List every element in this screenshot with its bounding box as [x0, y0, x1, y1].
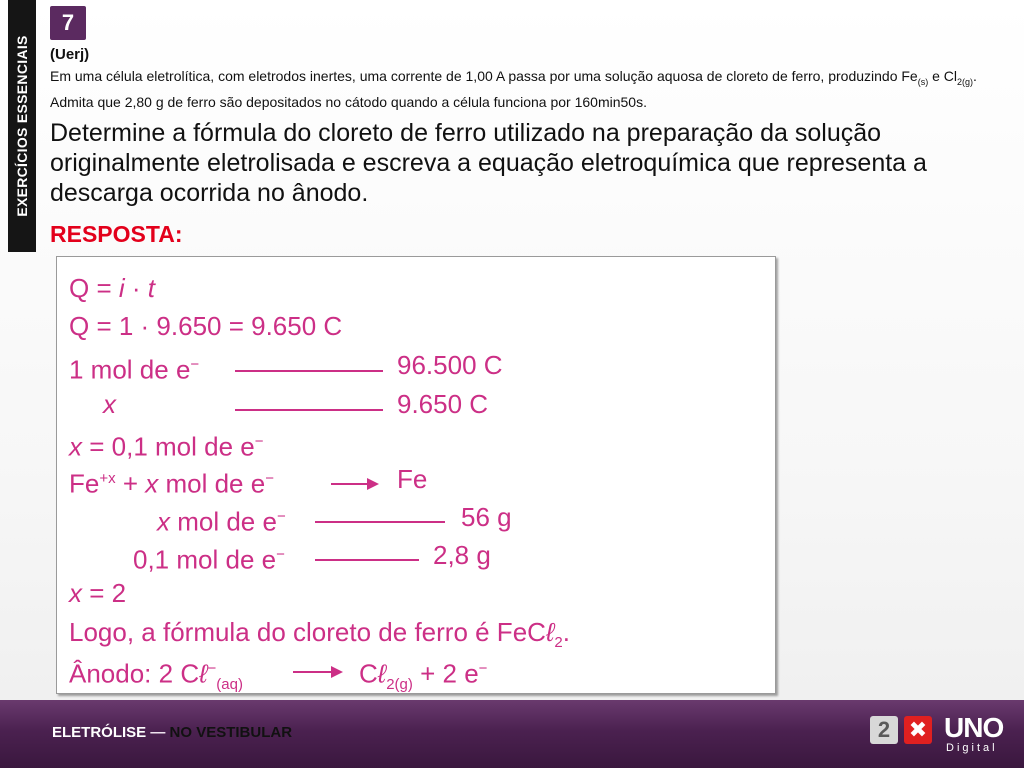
- var-x: x: [157, 506, 170, 537]
- intro-text-1: Em uma célula eletrolítica, com eletrodos inertes, uma corrente de 1,00 A passa por uma solução aquosa de cloreto de ferro, produzindo Fe: [50, 68, 918, 84]
- sup: −: [276, 546, 285, 563]
- text: = 0,1 mol de e: [82, 431, 255, 462]
- intro-text-3: . Admita que 2,80 g de ferro são depositados no cátodo quando a célula funciona por 160min50s.: [50, 68, 977, 110]
- answer-label: RESPOSTA:: [50, 221, 183, 247]
- text: .: [562, 617, 570, 647]
- proportion-line: [315, 521, 445, 523]
- reaction-arrow: [293, 671, 341, 673]
- ell-symbol: ℓ: [545, 617, 555, 647]
- reaction-arrow: [331, 483, 377, 485]
- var-x: x: [69, 578, 82, 608]
- sup: +x: [99, 470, 116, 487]
- ell-symbol: ℓ: [199, 658, 208, 689]
- answer-line-7: [157, 502, 286, 537]
- answer-line-11-right: [359, 654, 487, 694]
- exercise-intro: [50, 66, 1010, 112]
- banner-label: EXERCÍCIOS ESSENCIAIS: [14, 35, 30, 217]
- answer-line-8-right: 2,8 g: [433, 540, 491, 570]
- text: 0,1 mol de e: [133, 544, 277, 575]
- footer-title-dash: —: [146, 724, 170, 741]
- ell-symbol: ℓ: [377, 658, 387, 689]
- var-t: t: [147, 273, 155, 303]
- footer-title: [52, 724, 292, 741]
- text: mol de e: [170, 506, 277, 537]
- exercise-question: Determine a fórmula do cloreto de ferro utilizado na preparação da solução originalmente eletrolisada e escreva a equação eletroquímica que representa a descarga ocorrida no ânodo.: [50, 119, 927, 207]
- var-x: x: [103, 389, 116, 419]
- var-x: x: [145, 468, 159, 499]
- answer-line-6: [69, 464, 274, 499]
- answer-line-4-right: 9.650 C: [397, 389, 489, 419]
- logo-2-icon: 2: [870, 716, 898, 744]
- sup: −: [190, 356, 200, 373]
- answer-line-4: [103, 389, 116, 419]
- uno-logo: UNO: [944, 712, 1004, 743]
- side-banner: [8, 0, 36, 252]
- sup: −: [254, 433, 264, 450]
- answer-line-8: [133, 540, 285, 575]
- answer-line-5: [69, 427, 264, 462]
- text: Q =: [69, 273, 119, 303]
- answer-line-11: [69, 654, 243, 694]
- proportion-line: [235, 370, 383, 372]
- sub: 2(g): [386, 675, 413, 693]
- answer-line-1: [69, 273, 155, 303]
- text: Fe: [69, 468, 100, 499]
- text: mol de e: [158, 468, 266, 499]
- exercise-number-badge: 7: [50, 6, 86, 40]
- answer-line-6-right: Fe: [397, 464, 428, 494]
- text: ·: [124, 273, 148, 303]
- uno-logo-digital: Digital: [946, 742, 998, 754]
- text: + 2 e: [412, 658, 479, 689]
- text: 1 mol de e: [69, 354, 191, 385]
- intro-sub-1: (s): [917, 76, 929, 87]
- footer-title-main: ELETRÓLISE: [52, 724, 147, 741]
- text: Ânodo: 2 C: [69, 658, 200, 689]
- text: C: [359, 658, 378, 689]
- proportion-line: [235, 409, 383, 411]
- sup: −: [207, 660, 217, 677]
- answer-line-2: Q = 1 · 9.650 = 9.650 C: [69, 311, 343, 341]
- text: = 2: [82, 578, 127, 608]
- sup: −: [478, 660, 488, 677]
- answer-line-3-right: 96.500 C: [397, 350, 503, 380]
- footer-title-sub: NO VESTIBULAR: [169, 724, 293, 741]
- answer-line-10: [69, 617, 570, 658]
- var-i: i: [118, 273, 125, 303]
- logo-x-icon: ✖: [904, 716, 932, 744]
- proportion-line: [315, 559, 419, 561]
- exercise-source: (Uerj): [50, 46, 90, 63]
- sup: −: [276, 508, 286, 525]
- answer-box: [56, 256, 776, 694]
- var-x: x: [69, 431, 82, 462]
- sub: (aq): [216, 675, 243, 693]
- intro-text-2: e Cl: [928, 68, 958, 84]
- text: +: [115, 468, 146, 499]
- text: Logo, a fórmula do cloreto de ferro é FeC: [69, 617, 546, 647]
- sub: 2: [554, 634, 563, 652]
- intro-sub-2: 2(g): [957, 76, 974, 87]
- footer-bar: [0, 700, 1024, 768]
- answer-line-9: [69, 578, 126, 608]
- sup: −: [265, 470, 274, 487]
- answer-line-3: [69, 350, 199, 385]
- answer-line-7-right: 56 g: [461, 502, 512, 532]
